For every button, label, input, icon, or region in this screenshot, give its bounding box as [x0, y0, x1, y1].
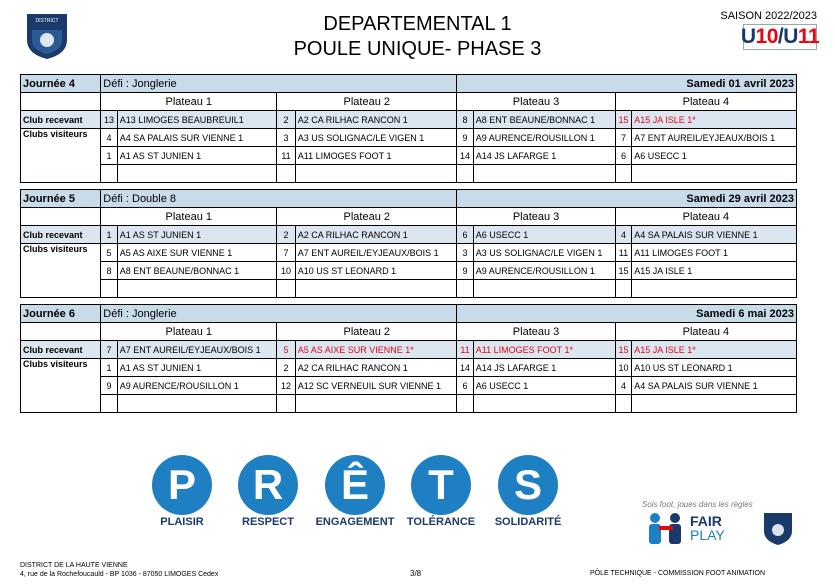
team-name: A4 SA PALAIS SUR VIENNE 1: [632, 377, 797, 395]
team-number: 10: [615, 359, 631, 377]
team-number: 1: [101, 359, 117, 377]
blank-cell: [457, 395, 473, 413]
team-number: 7: [101, 341, 117, 359]
team-number: 11: [277, 147, 296, 165]
value-letter-icon: T: [411, 455, 471, 515]
team-name: A2 CA RILHAC RANCON 1: [295, 111, 457, 129]
team-number: 5: [101, 244, 117, 262]
journee-title: Journée 4: [21, 75, 101, 93]
team-name: A9 AURENCE/ROUSILLON 1: [473, 129, 615, 147]
team-number: 10: [277, 262, 296, 280]
blank-cell: [117, 280, 277, 298]
clubs-visiteurs-label: Clubs visiteurs: [21, 359, 101, 377]
team-name: A15 JA ISLE 1*: [632, 341, 797, 359]
team-name: A7 ENT AUREIL/EYJEAUX/BOIS 1: [117, 341, 277, 359]
blank-cell: [295, 280, 457, 298]
team-name: A8 ENT BEAUNE/BONNAC 1: [117, 262, 277, 280]
team-name: A5 AS AIXE SUR VIENNE 1: [117, 244, 277, 262]
footer-address: 4, rue de la Rochefoucauld - BP 1036 - 87050 LIMOGES Cedex: [20, 571, 219, 578]
team-name: A9 AURENCE/ROUSILLON 1: [117, 377, 277, 395]
team-number: 3: [457, 244, 473, 262]
blank-cell: [615, 165, 631, 183]
team-number: 6: [457, 226, 473, 244]
plateau-header: Plateau 2: [277, 323, 457, 341]
footer-org: DISTRICT DE LA HAUTE VIENNE: [20, 562, 128, 569]
team-name: A5 AS AIXE SUR VIENNE 1*: [295, 341, 457, 359]
team-number: 6: [615, 147, 631, 165]
journee-date: Samedi 01 avril 2023: [457, 75, 797, 93]
team-number: 14: [457, 147, 473, 165]
team-name: A11 LIMOGES FOOT 1*: [473, 341, 615, 359]
value-letter-icon: P: [152, 455, 212, 515]
team-name: A12 SC VERNEUIL SUR VIENNE 1: [295, 377, 457, 395]
value-label: TOLÉRANCE: [406, 516, 476, 528]
team-number: 15: [615, 111, 631, 129]
logo-text: DISTRICT: [35, 18, 59, 24]
team-number: 1: [101, 147, 117, 165]
club-recevant-label: Club recevant: [21, 341, 101, 359]
plateau-header: Plateau 2: [277, 208, 457, 226]
team-name: A4 SA PALAIS SUR VIENNE 1: [632, 226, 797, 244]
team-number: 9: [101, 377, 117, 395]
team-number: 15: [615, 341, 631, 359]
team-number: 9: [457, 129, 473, 147]
blank-cell: [21, 262, 101, 280]
plateau-header: Plateau 1: [101, 93, 277, 111]
plateau-header: Plateau 1: [101, 323, 277, 341]
team-number: 4: [615, 377, 631, 395]
blank-cell: [277, 280, 296, 298]
team-name: A10 US ST LEONARD 1: [295, 262, 457, 280]
blank-cell: [277, 395, 296, 413]
team-name: A8 ENT BEAUNE/BONNAC 1: [473, 111, 615, 129]
team-number: 4: [101, 129, 117, 147]
team-name: A11 LIMOGES FOOT 1: [632, 244, 797, 262]
team-name: A14 JS LAFARGE 1: [473, 147, 615, 165]
club-recevant-label: Club recevant: [21, 226, 101, 244]
team-number: 13: [101, 111, 117, 129]
team-number: 4: [615, 226, 631, 244]
team-name: A7 ENT AUREIL/EYJEAUX/BOIS 1: [295, 244, 457, 262]
team-name: A7 ENT AUREIL/EYJEAUX/BOIS 1: [632, 129, 797, 147]
blank-cell: [21, 280, 101, 298]
team-number: 2: [277, 226, 296, 244]
journee-date: Samedi 6 mai 2023: [457, 305, 797, 323]
blank-cell: [295, 165, 457, 183]
team-name: A6 USECC 1: [473, 226, 615, 244]
blank-cell: [21, 208, 101, 226]
clubs-visiteurs-label: Clubs visiteurs: [21, 244, 101, 262]
plateau-header: Plateau 3: [457, 208, 615, 226]
value-letter-icon: R: [238, 455, 298, 515]
team-name: A4 SA PALAIS SUR VIENNE 1: [117, 129, 277, 147]
journee-title: Journée 6: [21, 305, 101, 323]
team-number: 1: [101, 226, 117, 244]
blank-cell: [615, 280, 631, 298]
team-name: A15 JA ISLE 1*: [632, 111, 797, 129]
value-label: PLAISIR: [160, 516, 204, 528]
team-number: 12: [277, 377, 296, 395]
team-name: A14 JS LAFARGE 1: [473, 359, 615, 377]
defi-label: Défi : Jonglerie: [101, 305, 457, 323]
team-name: A6 USECC 1: [632, 147, 797, 165]
blank-cell: [21, 165, 101, 183]
fairplay-logo: FAIR PLAY: [690, 513, 725, 543]
plateau-header: Plateau 3: [457, 323, 615, 341]
blank-cell: [457, 165, 473, 183]
district-logo-small: [762, 510, 794, 546]
plateau-header: Plateau 4: [615, 93, 796, 111]
blank-cell: [632, 280, 797, 298]
team-number: 14: [457, 359, 473, 377]
journee-title: Journée 5: [21, 190, 101, 208]
journee-date: Samedi 29 avril 2023: [457, 190, 797, 208]
blank-cell: [117, 165, 277, 183]
team-name: A1 AS ST JUNIEN 1: [117, 226, 277, 244]
club-recevant-label: Club recevant: [21, 111, 101, 129]
blank-cell: [277, 165, 296, 183]
team-name: A1 AS ST JUNIEN 1: [117, 147, 277, 165]
page-subtitle: POULE UNIQUE- PHASE 3: [293, 38, 542, 60]
team-number: 3: [277, 129, 296, 147]
blank-cell: [457, 280, 473, 298]
team-number: 8: [101, 262, 117, 280]
team-name: A2 CA RILHAC RANCON 1: [295, 359, 457, 377]
season-label: SAISON 2022/2023: [720, 10, 817, 22]
blank-cell: [21, 93, 101, 111]
team-name: A13 LIMOGES BEAUBREUIL1: [117, 111, 277, 129]
team-name: A2 CA RILHAC RANCON 1: [295, 226, 457, 244]
plateau-header: Plateau 4: [615, 208, 796, 226]
team-number: 11: [615, 244, 631, 262]
fairplay-people-icon: [646, 512, 686, 546]
blank-cell: [295, 395, 457, 413]
team-number: 7: [615, 129, 631, 147]
team-name: A3 US SOLIGNAC/LE VIGEN 1: [473, 244, 615, 262]
journee-table: [20, 189, 797, 298]
team-name: A10 US ST LEONARD 1: [632, 359, 797, 377]
blank-cell: [117, 395, 277, 413]
team-number: 5: [277, 341, 296, 359]
value-letter-icon: S: [498, 455, 558, 515]
team-number: 15: [615, 262, 631, 280]
blank-cell: [615, 395, 631, 413]
team-number: 11: [457, 341, 473, 359]
plateau-header: Plateau 1: [101, 208, 277, 226]
team-name: A15 JA ISLE 1: [632, 262, 797, 280]
team-number: 6: [457, 377, 473, 395]
defi-label: Défi : Jonglerie: [101, 75, 457, 93]
value-letter-icon: Ê: [325, 455, 385, 515]
blank-cell: [473, 395, 615, 413]
team-name: A6 USECC 1: [473, 377, 615, 395]
fairplay-tagline: Sois foot, joues dans les règles: [642, 500, 753, 509]
team-number: 2: [277, 111, 296, 129]
blank-cell: [632, 165, 797, 183]
value-label: SOLIDARITÉ: [494, 516, 562, 528]
blank-cell: [21, 377, 101, 395]
page-title: DEPARTEMENTAL 1: [323, 13, 512, 35]
plateau-header: Plateau 2: [277, 93, 457, 111]
blank-cell: [101, 165, 117, 183]
value-label: RESPECT: [242, 516, 294, 528]
value-label: ENGAGEMENT: [315, 516, 395, 528]
team-name: A9 AURENCE/ROUSILLON 1: [473, 262, 615, 280]
team-name: A3 US SOLIGNAC/LE VIGEN 1: [295, 129, 457, 147]
blank-cell: [21, 323, 101, 341]
plateau-header: Plateau 4: [615, 323, 796, 341]
team-name: A1 AS ST JUNIEN 1: [117, 359, 277, 377]
blank-cell: [632, 395, 797, 413]
category-badge: U 10 / U 11: [740, 25, 820, 48]
blank-cell: [21, 147, 101, 165]
blank-cell: [21, 395, 101, 413]
blank-cell: [101, 395, 117, 413]
team-number: 8: [457, 111, 473, 129]
team-name: A11 LIMOGES FOOT 1: [295, 147, 457, 165]
plateau-header: Plateau 3: [457, 93, 615, 111]
clubs-visiteurs-label: Clubs visiteurs: [21, 129, 101, 147]
blank-cell: [473, 165, 615, 183]
blank-cell: [101, 280, 117, 298]
team-number: 7: [277, 244, 296, 262]
journee-table: [20, 304, 797, 413]
blank-cell: [473, 280, 615, 298]
page-number: 3/8: [410, 569, 422, 578]
defi-label: Défi : Double 8: [101, 190, 457, 208]
footer-dept: PÔLE TECHNIQUE - COMMISSION FOOT ANIMATION: [590, 570, 766, 577]
journee-table: [20, 74, 797, 183]
team-number: 2: [277, 359, 296, 377]
team-number: 9: [457, 262, 473, 280]
